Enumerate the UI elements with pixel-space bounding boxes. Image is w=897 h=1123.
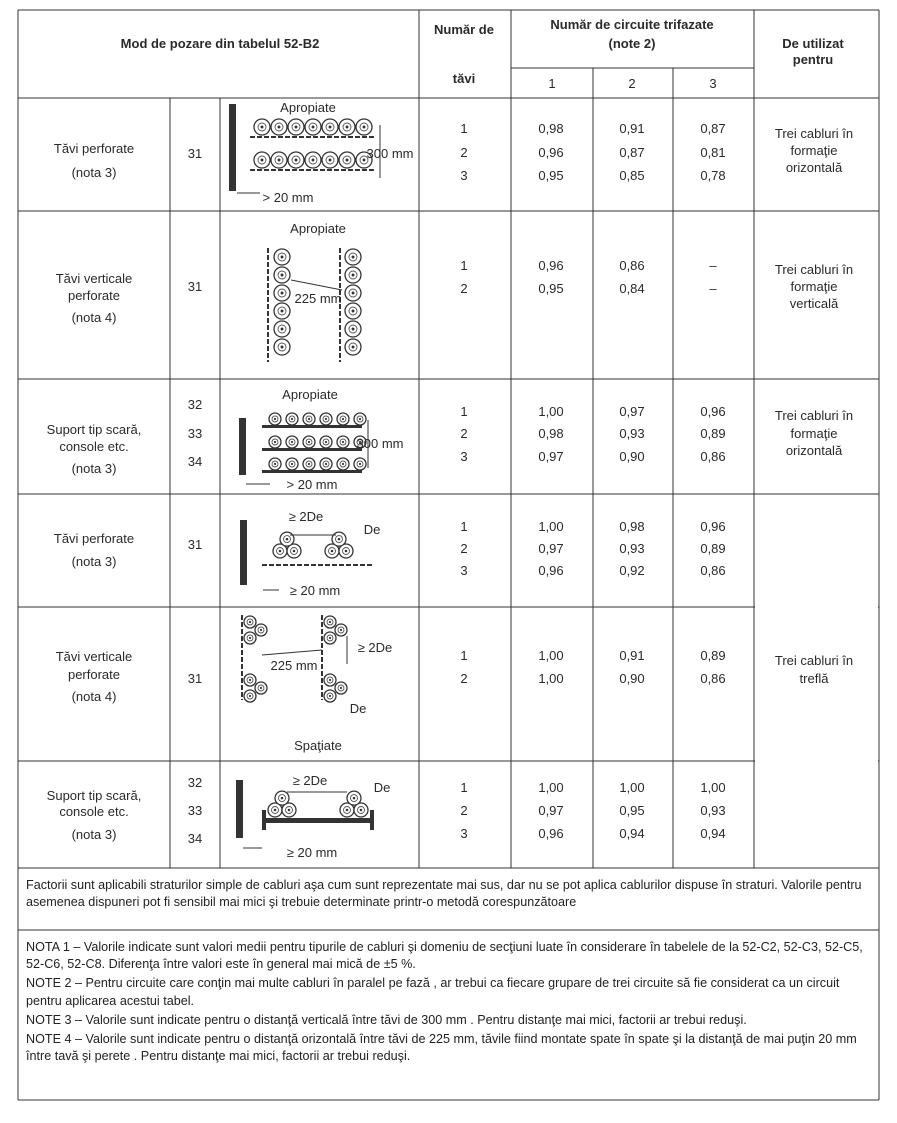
factor-1-circuit: 1,00 (538, 780, 564, 795)
row-description: (nota 4) (71, 689, 117, 704)
factor-3-circuits: 0,86 (700, 563, 726, 578)
cable-icon (345, 303, 361, 319)
factor-2-circuits: 0,86 (619, 258, 645, 273)
cable-icon (254, 119, 270, 135)
header-circuits-line2: (note 2) (608, 36, 656, 51)
diagram-caption: Apropiate (290, 221, 346, 236)
diagram-row-1 (229, 100, 413, 205)
cable-icon (347, 791, 361, 805)
factor-1-circuit: 1,00 (538, 519, 564, 534)
cable-icon (271, 152, 287, 168)
tray-count: 3 (460, 168, 468, 183)
dimension-line (262, 650, 322, 655)
cable-icon (345, 249, 361, 265)
factor-1-circuit: 0,95 (538, 168, 564, 183)
diagram-row-2 (268, 221, 361, 362)
cable-icon (345, 339, 361, 355)
cable-icon (324, 632, 336, 644)
cable-icon (322, 152, 338, 168)
tray-count: 1 (460, 780, 468, 795)
diagram-row-4 (240, 509, 380, 598)
row-description: (nota 4) (71, 310, 117, 325)
cable-icon (269, 458, 281, 470)
table-row (47, 397, 853, 476)
footnote (26, 877, 868, 911)
tray-count: 1 (460, 404, 468, 419)
factor-2-circuits: 0,85 (619, 168, 645, 183)
factor-2-circuits: 0,87 (619, 145, 645, 160)
method-number: 32 (187, 775, 203, 790)
cable-icon (255, 624, 267, 636)
factor-3-circuits: 0,89 (700, 541, 726, 556)
header-col-1: 1 (548, 76, 556, 91)
cable-icon (255, 682, 267, 694)
factor-2-circuits: 0,98 (619, 519, 645, 534)
cable-icon (280, 532, 294, 546)
cable-icon (274, 339, 290, 355)
use-description: orizontală (785, 160, 843, 175)
ladder-rail (262, 810, 266, 830)
row-description: perforate (67, 667, 121, 682)
row-description: console etc. (59, 439, 129, 454)
dimension-label: > 20 mm (286, 477, 338, 492)
note-1: NOTA 1 – Valorile indicate sunt valori medii pentru tipurile de cabluri şi domeniu de secţiuni luate în considerare în tabelele de la 52-C2, 52-C3, 52-C5, 52-C6, 52-C8. Diferenţa între valori este în general mai mică de ±5 %. (26, 940, 863, 972)
header-trays-line1: Număr de (434, 22, 494, 37)
cable-icon (244, 632, 256, 644)
dimension-label: 225 mm (294, 291, 342, 306)
note-2: NOTE 2 – Pentru circuite care conţin mai multe cabluri în paralel pe fază , ar trebui ca fiecare grupare de trei circuite să fie considerat ca un circuit pentru aplicarea acestui tabel. (26, 976, 840, 1008)
tray-count: 3 (460, 826, 468, 841)
cable-icon (244, 674, 256, 686)
factor-1-circuit: 0,98 (538, 121, 564, 136)
factor-3-circuits: 0,86 (700, 671, 726, 686)
note-3: NOTE 3 – Valorile sunt indicate pentru o distanţă verticală între tăvi de 300 mm . Pentru distanţe mai mici, factorii ar trebui reduşi. (26, 1012, 747, 1027)
cable-icon (244, 616, 256, 628)
method-number: 31 (187, 146, 203, 161)
row-description: perforate (67, 288, 121, 303)
factor-3-circuits: 0,89 (700, 426, 726, 441)
cable-icon (339, 152, 355, 168)
cable-icon (288, 152, 304, 168)
cable-icon (286, 413, 298, 425)
table-row (54, 121, 853, 183)
cable-icon (274, 321, 290, 337)
trefoil-icon (325, 532, 353, 558)
factor-2-circuits: 0,97 (619, 404, 645, 419)
factor-1-circuit: 0,96 (538, 145, 564, 160)
tray-count: 3 (460, 563, 468, 578)
row-description: Tăvi perforate (53, 531, 135, 546)
factor-2-circuits: 0,94 (619, 826, 645, 841)
row-description: (nota 3) (71, 165, 117, 180)
tray-count: 1 (460, 648, 468, 663)
factor-3-circuits: 0,87 (700, 121, 726, 136)
dimension-label: 225 mm (270, 658, 318, 673)
ladder-icon (264, 818, 372, 823)
cable-icon (320, 436, 332, 448)
row-description: (nota 3) (71, 461, 117, 476)
diagrams (229, 100, 413, 860)
row-description: Suport tip scară, (46, 422, 142, 437)
cable-icon (345, 321, 361, 337)
row-description: Tăvi verticale (55, 649, 133, 664)
cable-icon (322, 119, 338, 135)
use-description: formaţie (790, 279, 838, 294)
cable-icon (324, 616, 336, 628)
diagram-row-3 (239, 387, 403, 492)
factor-3-circuits: – (709, 258, 717, 273)
cable-icon (244, 690, 256, 702)
factor-1-circuit: 0,95 (538, 281, 564, 296)
factor-2-circuits: 0,93 (619, 426, 645, 441)
ladder-icon (262, 470, 362, 473)
cable-icon (335, 624, 347, 636)
use-description: Trei cabluri în (774, 653, 854, 668)
header-use-line2: pentru (792, 52, 834, 67)
dimension-label: ≥ 20 mm (289, 583, 341, 598)
note-4: NOTE 4 – Valorile sunt indicate pentru o distanţă orizontală între tăvi de 225 mm, tăvile fiind montate spate în spate şi la distanţă de mai puţin 20 mm între tavă şi perete . Pentru distanţe mai mici, factorii ar trebui reduşi. (26, 1032, 857, 1064)
tray-count: 2 (460, 803, 468, 818)
tray-count: 1 (460, 519, 468, 534)
factor-2-circuits: 0,92 (619, 563, 645, 578)
factor-1-circuit: 0,97 (538, 803, 564, 818)
row-description: Tăvi verticale (55, 271, 133, 286)
table-grid (18, 10, 879, 1100)
trefoil-icon (268, 791, 296, 817)
method-number: 31 (187, 279, 203, 294)
dimension-line (291, 280, 342, 290)
factor-1-circuit: 1,00 (538, 671, 564, 686)
dimension-label: 300 mm (356, 436, 404, 451)
factor-2-circuits: 1,00 (619, 780, 645, 795)
method-number: 31 (187, 671, 203, 686)
wall-icon (240, 520, 247, 585)
dimension-label: > 20 mm (262, 190, 314, 205)
method-number: 31 (187, 537, 203, 552)
factor-3-circuits: 0,78 (700, 168, 726, 183)
cable-icon (320, 413, 332, 425)
cable-icon (286, 436, 298, 448)
use-description: Trei cabluri în (774, 262, 854, 277)
cable-icon (324, 690, 336, 702)
trefoil-icon (340, 791, 368, 817)
cable-icon (303, 413, 315, 425)
wall-icon (239, 418, 246, 475)
dimension-label: ≥ 2De (292, 773, 328, 788)
cable-icon (335, 682, 347, 694)
header-col-2: 2 (628, 76, 636, 91)
table-row (56, 648, 853, 704)
row-description: console etc. (59, 804, 129, 819)
factor-3-circuits: 0,94 (700, 826, 726, 841)
method-number: 33 (187, 426, 203, 441)
factor-2-circuits: 0,93 (619, 541, 645, 556)
dimension-label: De (363, 522, 381, 537)
cable-icon (356, 119, 372, 135)
wall-icon (229, 104, 236, 191)
factor-3-circuits: 0,81 (700, 145, 726, 160)
row-description: (nota 3) (71, 827, 117, 842)
dimension-label: ≥ 2De (357, 640, 393, 655)
dimension-label: ≥ 2De (288, 509, 324, 524)
factor-1-circuit: 0,96 (538, 563, 564, 578)
factor-2-circuits: 0,95 (619, 803, 645, 818)
ladder-icon (262, 425, 362, 428)
trefoil-icon (273, 532, 301, 558)
use-description: verticală (789, 296, 839, 311)
factor-2-circuits: 0,91 (619, 121, 645, 136)
cable-icon (274, 249, 290, 265)
factor-1-circuit: 0,98 (538, 426, 564, 441)
use-description: orizontală (785, 443, 843, 458)
cable-icon (271, 119, 287, 135)
factor-1-circuit: 0,97 (538, 449, 564, 464)
table-row (56, 258, 853, 325)
method-number: 32 (187, 397, 203, 412)
use-description: formaţie (790, 143, 838, 158)
factor-1-circuit: 0,96 (538, 258, 564, 273)
cable-icon (345, 267, 361, 283)
cable-icon (337, 436, 349, 448)
cable-icon (274, 303, 290, 319)
table-header (121, 17, 845, 91)
cable-icon (303, 458, 315, 470)
ladder-rail (370, 810, 374, 830)
header-circuits-line1: Număr de circuite trifazate (550, 17, 714, 32)
tray-count: 2 (460, 541, 468, 556)
cable-icon (354, 458, 366, 470)
factor-3-circuits: 0,93 (700, 803, 726, 818)
factor-3-circuits: 1,00 (700, 780, 726, 795)
cable-icon (345, 285, 361, 301)
ladder-icon (262, 448, 362, 451)
factor-2-circuits: 0,90 (619, 671, 645, 686)
tray-count: 1 (460, 258, 468, 273)
use-description: Trei cabluri în (774, 408, 854, 423)
table-body (47, 121, 853, 846)
dimension-label: ≥ 20 mm (286, 845, 338, 860)
tray-count: 2 (460, 145, 468, 160)
dimension-label: 300 mm (366, 146, 414, 161)
notes-block (26, 939, 868, 1065)
method-number: 33 (187, 803, 203, 818)
diagram-row-5 (242, 615, 392, 753)
cable-icon (269, 436, 281, 448)
row-description: (nota 3) (71, 554, 117, 569)
row-description: Tăvi perforate (53, 141, 135, 156)
cable-icon (286, 458, 298, 470)
cable-icon (274, 285, 290, 301)
factor-1-circuit: 1,00 (538, 648, 564, 663)
footnote-text: Factorii sunt aplicabili straturilor simple de cabluri aşa cum sunt reprezentate mai sus, dar nu se pot aplica cablurilor dispuse în straturi. Valorile pentru asemenea dispuneri pot fi sensibil mai mici şi trebuie determinate printr-o metodă corespunzătoare (26, 878, 862, 910)
factor-2-circuits: 0,84 (619, 281, 645, 296)
header-mode: Mod de pozare din tabelul 52-B2 (120, 36, 320, 51)
factor-2-circuits: 0,91 (619, 648, 645, 663)
cable-icon (275, 791, 289, 805)
cable-icon (320, 458, 332, 470)
diagram-row-6 (236, 773, 390, 860)
header-trays-line2: tăvi (452, 71, 476, 86)
row-description: Suport tip scară, (46, 788, 142, 803)
dimension-label: De (349, 701, 367, 716)
cable-icon (305, 119, 321, 135)
factor-1-circuit: 0,96 (538, 826, 564, 841)
cable-icon (324, 674, 336, 686)
tray-count: 1 (460, 121, 468, 136)
header-use-line1: De utilizat (782, 36, 844, 51)
factor-3-circuits: 0,96 (700, 404, 726, 419)
diagram-caption: Apropiate (280, 100, 336, 115)
factor-3-circuits: 0,96 (700, 519, 726, 534)
method-number: 34 (187, 454, 203, 469)
factor-2-circuits: 0,90 (619, 449, 645, 464)
dimension-label: De (373, 780, 391, 795)
header-col-3: 3 (709, 76, 717, 91)
use-description: Trei cabluri în (774, 126, 854, 141)
table-row (54, 519, 726, 578)
cable-icon (269, 413, 281, 425)
cable-icon (337, 413, 349, 425)
factor-1-circuit: 1,00 (538, 404, 564, 419)
tray-count: 2 (460, 671, 468, 686)
cable-icon (305, 152, 321, 168)
cable-icon (274, 267, 290, 283)
cable-icon (337, 458, 349, 470)
cable-icon (288, 119, 304, 135)
cable-icon (354, 413, 366, 425)
cable-icon (254, 152, 270, 168)
tray-count: 2 (460, 281, 468, 296)
use-description: treflă (799, 671, 829, 686)
factor-1-circuit: 0,97 (538, 541, 564, 556)
use-description: formaţie (790, 426, 838, 441)
tray-count: 3 (460, 449, 468, 464)
cable-icon (332, 532, 346, 546)
factor-3-circuits: 0,89 (700, 648, 726, 663)
diagram-caption: Spaţiate (294, 738, 342, 753)
diagram-caption: Apropiate (282, 387, 338, 402)
factor-3-circuits: 0,86 (700, 449, 726, 464)
cable-icon (339, 119, 355, 135)
tray-count: 2 (460, 426, 468, 441)
method-number: 34 (187, 831, 203, 846)
cable-icon (303, 436, 315, 448)
factor-3-circuits: – (709, 281, 717, 296)
wall-icon (236, 780, 243, 838)
